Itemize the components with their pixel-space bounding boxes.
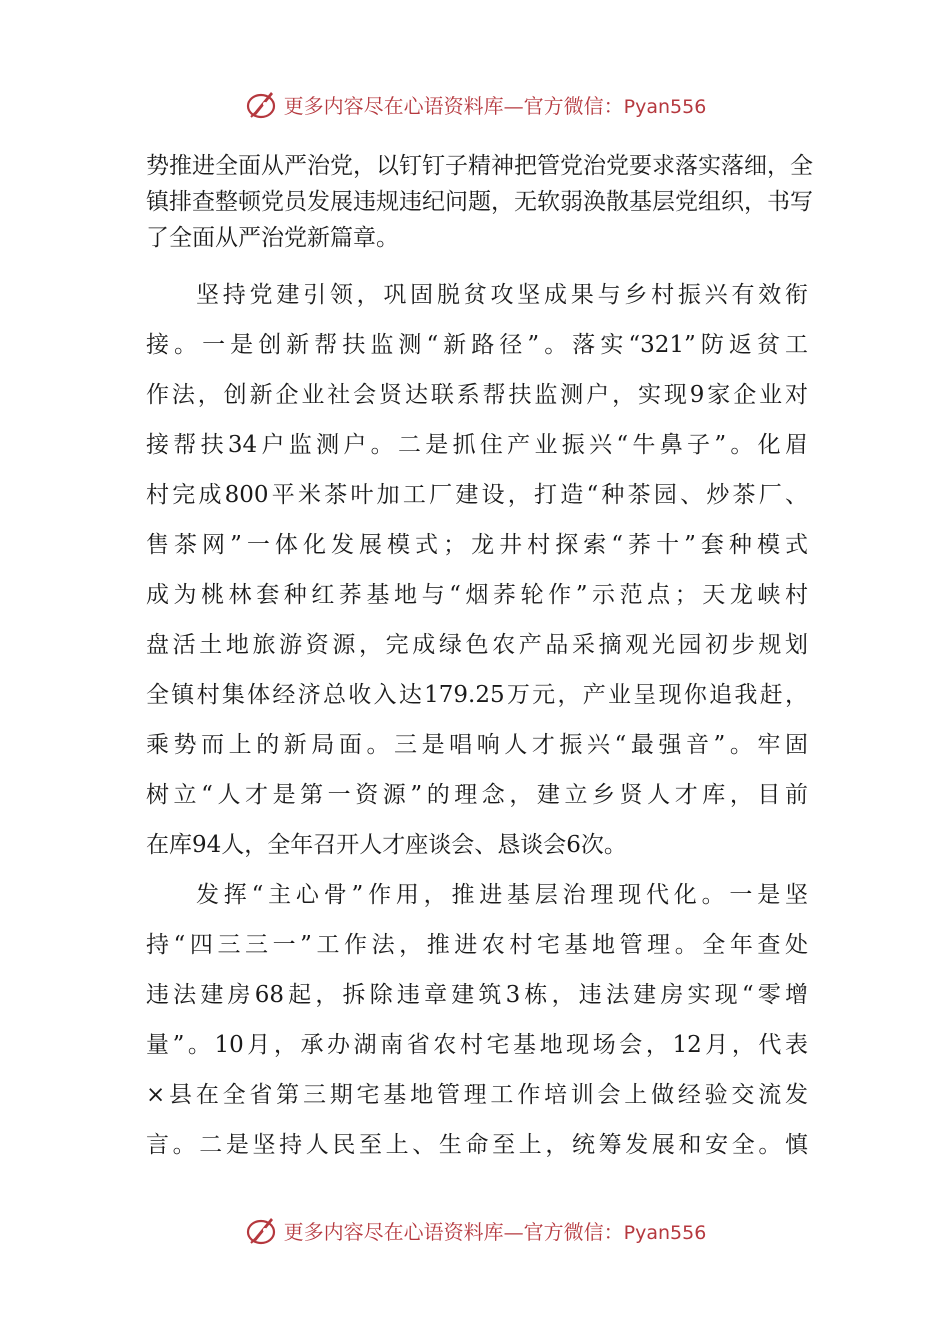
text-line: 盘活土地旅游资源，完成绿色农产品采摘观光园初步规划 <box>146 632 808 658</box>
text-line: 违法建房68起，拆除违章建筑3栋，违法建房实现“零增 <box>146 982 808 1008</box>
text-line: 树立“人才是第一资源”的理念，建立乡贤人才库，目前 <box>146 782 808 808</box>
text-line: 售茶网”一体化发展模式；龙井村探索“荞十”套种模式 <box>146 532 808 558</box>
text-line: 接。一是创新帮扶监测“新路径”。落实“321”防返贫工 <box>146 332 808 358</box>
text-line: 镇排查整顿党员发展违规违纪问题，无软弱涣散基层党组织，书写 <box>146 189 813 215</box>
watermark-handle: Pyan556 <box>623 1221 707 1244</box>
text-line: 在库94人，全年召开人才座谈会、恳谈会6次。 <box>146 832 627 858</box>
text-line: 接帮扶34户监测户。二是抓住产业振兴“牛鼻子”。化眉 <box>146 432 808 458</box>
text-line: 发挥“主心骨”作用，推进基层治理现代化。一是坚 <box>196 882 808 908</box>
quill-logo-icon <box>244 86 280 122</box>
document-body <box>146 148 813 1170</box>
text-line: 持“四三三一”工作法，推进农村宅基地管理。全年查处 <box>146 932 808 958</box>
watermark-banner-bottom <box>0 1210 950 1250</box>
text-line: 量”。10月，承办湖南省农村宅基地现场会，12月，代表 <box>146 1032 808 1058</box>
text-line: 了全面从严治党新篇章。 <box>146 225 399 251</box>
quill-logo-icon <box>244 1212 280 1248</box>
watermark-text: 更多内容尽在心语资料库—官方微信： <box>283 1219 624 1244</box>
watermark-handle: Pyan556 <box>623 95 707 118</box>
text-line: 坚持党建引领，巩固脱贫攻坚成果与乡村振兴有效衔 <box>196 282 808 308</box>
text-line: 成为桃林套种红荞基地与“烟荞轮作”示范点；天龙峡村 <box>146 582 808 608</box>
text-line: ×县在全省第三期宅基地管理工作培训会上做经验交流发 <box>146 1082 808 1108</box>
watermark-text: 更多内容尽在心语资料库—官方微信： <box>283 93 624 118</box>
text-line: 作法，创新企业社会贤达联系帮扶监测户，实现9家企业对 <box>146 382 808 408</box>
text-line: 言。二是坚持人民至上、生命至上，统筹发展和安全。慎 <box>146 1132 808 1158</box>
watermark-banner-top <box>0 84 950 124</box>
text-line: 乘势而上的新局面。三是唱响人才振兴“最强音”。牢固 <box>146 732 808 758</box>
text-line: 势推进全面从严治党，以钉钉子精神把管党治党要求落实落细，全 <box>146 153 813 179</box>
text-line: 全镇村集体经济总收入达179.25万元，产业呈现你追我赶， <box>146 682 808 708</box>
text-line: 村完成800平米茶叶加工厂建设，打造“种茶园、炒茶厂、 <box>146 482 808 508</box>
